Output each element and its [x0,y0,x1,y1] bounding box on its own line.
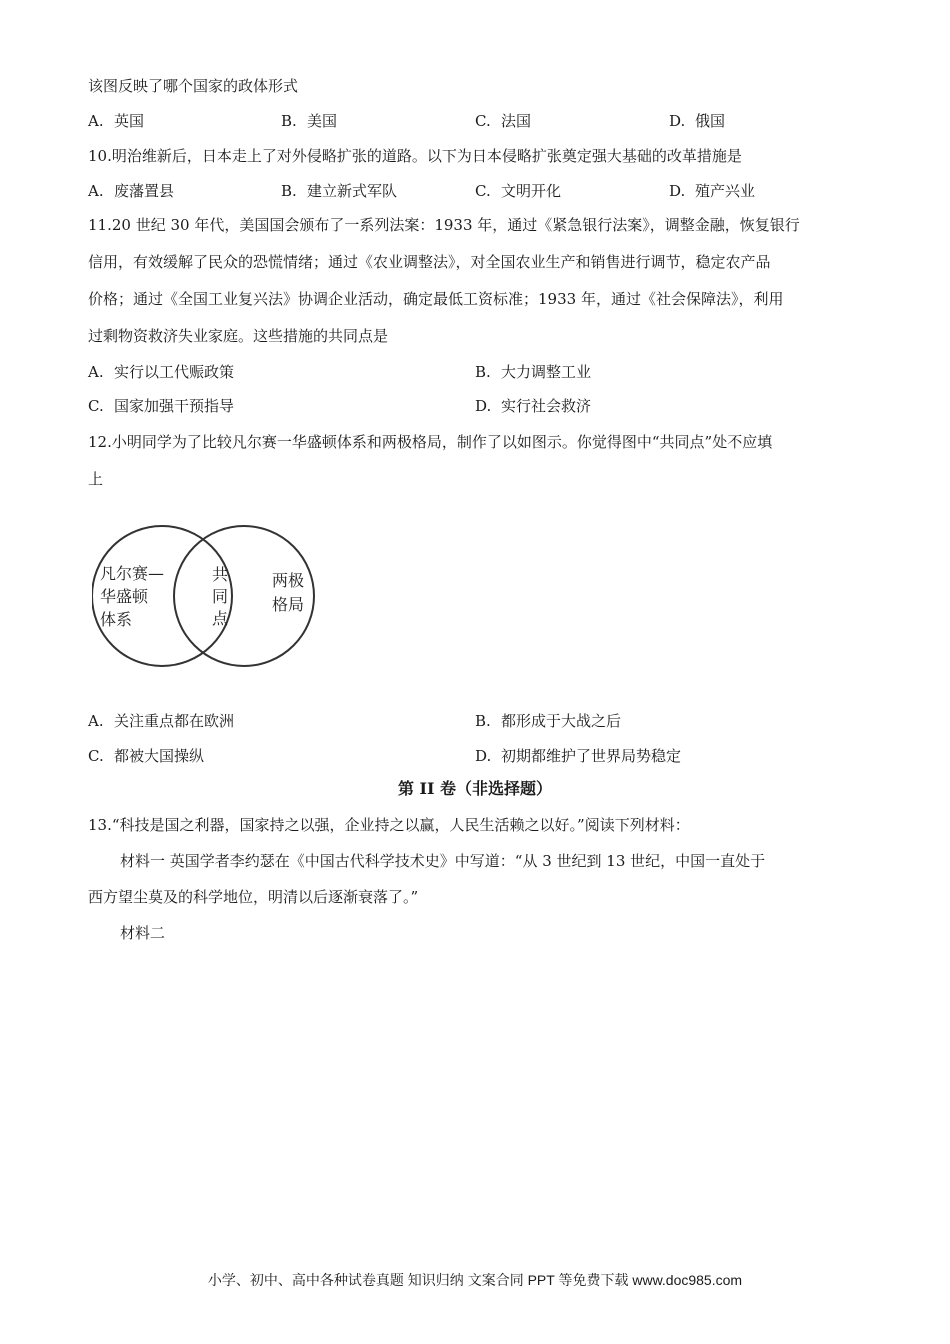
q13-material1-line-1: 材料一 英国学者李约瑟在《中国古代科学技术史》中写道：“从 3 世纪到 13 世纪，中国一直处于 [120,852,766,870]
venn-middle-line-2: 同 [212,587,229,606]
q9-option-b[interactable]: B. 美国 [281,112,338,130]
page-footer: 小学、初中、高中各种试卷真题 知识归纳 文案合同 PPT 等免费下载 www.doc985.com [207,1272,743,1288]
q11-line-3: 价格；通过《全国工业复兴法》协调企业活动，确定最低工资标准；1933 年，通过《社会保障法》，利用 [88,290,784,308]
q12-option-c[interactable]: C. 都被大国操纵 [88,747,205,765]
q13-stem: 13.“科技是国之利器，国家持之以强，企业持之以赢，人民生活赖之以好。”阅读下列材料： [88,816,690,834]
q11-line-4: 过剩物资救济失业家庭。这些措施的共同点是 [88,327,389,345]
q11-option-c[interactable]: C. 国家加强干预指导 [88,397,235,415]
q11-option-a[interactable]: A. 实行以工代赈政策 [88,363,235,381]
q9-option-a[interactable]: A. 英国 [88,112,145,130]
venn-right-line-2: 格局 [272,595,305,614]
q9-option-c[interactable]: C. 法国 [475,112,532,130]
q13-material1-line-2: 西方望尘莫及的科学地位，明清以后逐渐衰落了。” [88,888,419,906]
q10-option-d[interactable]: D. 殖产兴业 [669,182,756,200]
q11-line-1: 11.20 世纪 30 年代，美国国会颁布了一系列法案：1933 年，通过《紧急银行法案》，调整金融，恢复银行 [88,216,800,234]
q12-line-2: 上 [88,470,104,488]
venn-left-line-1: 凡尔赛— [100,564,165,583]
q11-line-2: 信用，有效缓解了民众的恐慌情绪；通过《农业调整法》，对全国农业生产和销售进行调节，稳定农产品 [88,253,771,271]
q10-option-a[interactable]: A. 废藩置县 [88,182,175,200]
venn-left-line-2: 华盛顿 [100,587,149,606]
q11-option-b[interactable]: B. 大力调整工业 [475,363,592,381]
venn-right-line-1: 两极 [272,571,305,590]
venn-middle-line-1: 共 [212,565,229,584]
q12-line-1: 12.小明同学为了比较凡尔赛一华盛顿体系和两极格局，制作了以如图示。你觉得图中“共同点”处不应填 [88,433,773,451]
venn-middle-line-3: 点 [212,609,229,628]
section-title: 第 II 卷（非选择题） [397,779,553,798]
q10-option-c[interactable]: C. 文明开化 [475,182,562,200]
venn-diagram [92,522,316,672]
q12-option-d[interactable]: D. 初期都维护了世界局势稳定 [475,747,682,765]
q10-stem: 10.明治维新后，日本走上了对外侵略扩张的道路。以下为日本侵略扩张奠定强大基础的改革措施是 [88,147,742,165]
q13-material2-label: 材料二 [120,924,166,942]
q10-option-b[interactable]: B. 建立新式军队 [281,182,398,200]
q9-option-d[interactable]: D. 俄国 [669,112,726,130]
q9-stem: 该图反映了哪个国家的政体形式 [88,77,299,95]
q11-option-d[interactable]: D. 实行社会救济 [475,397,592,415]
q12-option-b[interactable]: B. 都形成于大战之后 [475,712,622,730]
q12-option-a[interactable]: A. 关注重点都在欧洲 [88,712,235,730]
venn-left-line-3: 体系 [100,610,133,629]
